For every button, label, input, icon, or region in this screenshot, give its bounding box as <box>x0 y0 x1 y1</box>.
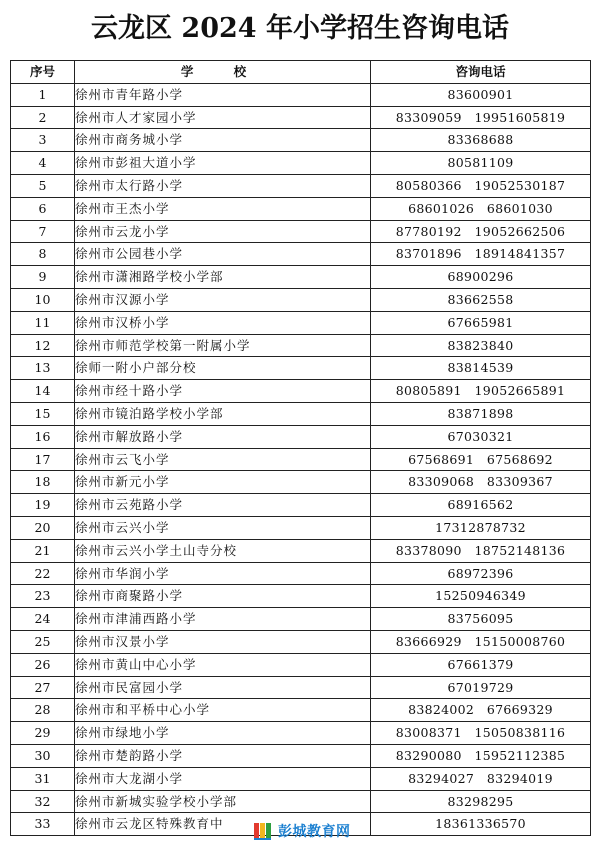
row-phone: 15250946349 <box>371 585 591 608</box>
row-school-name: 徐州市津浦西路小学 <box>75 608 371 631</box>
row-serial-number: 4 <box>11 152 75 175</box>
row-serial-number: 3 <box>11 129 75 152</box>
row-phone: 80581109 <box>371 152 591 175</box>
row-serial-number: 6 <box>11 197 75 220</box>
row-school-name: 徐州市新元小学 <box>75 471 371 494</box>
row-school-name: 徐州市汉源小学 <box>75 288 371 311</box>
row-phone: 67019729 <box>371 676 591 699</box>
row-phone: 17312878732 <box>371 516 591 539</box>
row-school-name: 徐州市楚韵路小学 <box>75 744 371 767</box>
row-serial-number: 17 <box>11 448 75 471</box>
row-school-name: 徐师一附小户部分校 <box>75 357 371 380</box>
enrollment-phone-table <box>10 60 591 836</box>
row-phone: 83309068 83309367 <box>371 471 591 494</box>
table-row <box>11 722 591 745</box>
row-school-name: 徐州市汉景小学 <box>75 630 371 653</box>
row-serial-number: 21 <box>11 539 75 562</box>
row-school-name: 徐州市大龙湖小学 <box>75 767 371 790</box>
row-phone: 83600901 <box>371 83 591 106</box>
table-row <box>11 425 591 448</box>
row-school-name: 徐州市云龙区特殊教育中 <box>75 813 371 836</box>
table-row <box>11 676 591 699</box>
table-row <box>11 334 591 357</box>
row-serial-number: 7 <box>11 220 75 243</box>
row-school-name: 徐州市公园巷小学 <box>75 243 371 266</box>
row-phone: 67030321 <box>371 425 591 448</box>
row-phone: 83378090 18752148136 <box>371 539 591 562</box>
row-serial-number: 24 <box>11 608 75 631</box>
row-phone: 68972396 <box>371 562 591 585</box>
row-school-name: 徐州市人才家园小学 <box>75 106 371 129</box>
table-row <box>11 630 591 653</box>
row-school-name: 徐州市彭祖大道小学 <box>75 152 371 175</box>
row-phone: 83290080 15952112385 <box>371 744 591 767</box>
table-row <box>11 608 591 631</box>
header-school: 学 校 <box>75 61 371 84</box>
row-serial-number: 26 <box>11 653 75 676</box>
row-phone: 87780192 19052662506 <box>371 220 591 243</box>
row-serial-number: 18 <box>11 471 75 494</box>
row-phone: 83298295 <box>371 790 591 813</box>
row-phone: 18361336570 <box>371 813 591 836</box>
row-serial-number: 30 <box>11 744 75 767</box>
table-row <box>11 174 591 197</box>
row-school-name: 徐州市民富园小学 <box>75 676 371 699</box>
table-row <box>11 197 591 220</box>
table-row <box>11 357 591 380</box>
row-phone: 83294027 83294019 <box>371 767 591 790</box>
row-phone: 83824002 67669329 <box>371 699 591 722</box>
row-serial-number: 1 <box>11 83 75 106</box>
row-serial-number: 25 <box>11 630 75 653</box>
document-title: 云龙区 2024 年小学招生咨询电话 <box>91 13 509 44</box>
row-school-name: 徐州市王杰小学 <box>75 197 371 220</box>
row-serial-number: 8 <box>11 243 75 266</box>
table-row <box>11 790 591 813</box>
row-serial-number: 32 <box>11 790 75 813</box>
table-row <box>11 311 591 334</box>
row-phone: 83756095 <box>371 608 591 631</box>
table-row <box>11 83 591 106</box>
row-serial-number: 14 <box>11 380 75 403</box>
header-phone: 咨询电话 <box>371 61 591 84</box>
row-phone: 68900296 <box>371 266 591 289</box>
row-serial-number: 13 <box>11 357 75 380</box>
row-serial-number: 29 <box>11 722 75 745</box>
table-row <box>11 402 591 425</box>
row-serial-number: 22 <box>11 562 75 585</box>
row-school-name: 徐州市汉桥小学 <box>75 311 371 334</box>
row-school-name: 徐州市商聚路小学 <box>75 585 371 608</box>
watermark <box>252 818 372 844</box>
table-row <box>11 266 591 289</box>
row-phone: 83666929 15150008760 <box>371 630 591 653</box>
row-school-name: 徐州市云兴小学土山寺分校 <box>75 539 371 562</box>
row-phone: 83662558 <box>371 288 591 311</box>
row-school-name: 徐州市黄山中心小学 <box>75 653 371 676</box>
row-phone: 83871898 <box>371 402 591 425</box>
row-phone: 67568691 67568692 <box>371 448 591 471</box>
row-school-name: 徐州市太行路小学 <box>75 174 371 197</box>
table-row <box>11 106 591 129</box>
table-row <box>11 448 591 471</box>
row-serial-number: 10 <box>11 288 75 311</box>
row-phone: 80805891 19052665891 <box>371 380 591 403</box>
row-phone: 80580366 19052530187 <box>371 174 591 197</box>
row-school-name: 徐州市新城实验学校小学部 <box>75 790 371 813</box>
row-school-name: 徐州市云飞小学 <box>75 448 371 471</box>
row-phone: 68916562 <box>371 494 591 517</box>
row-school-name: 徐州市华润小学 <box>75 562 371 585</box>
row-serial-number: 9 <box>11 266 75 289</box>
row-serial-number: 33 <box>11 813 75 836</box>
row-phone: 83823840 <box>371 334 591 357</box>
table-row <box>11 220 591 243</box>
book-logo-icon <box>252 820 274 842</box>
table-row <box>11 562 591 585</box>
row-serial-number: 11 <box>11 311 75 334</box>
row-school-name: 徐州市青年路小学 <box>75 83 371 106</box>
table-row <box>11 585 591 608</box>
table-row <box>11 288 591 311</box>
table-row <box>11 129 591 152</box>
table-row <box>11 471 591 494</box>
row-serial-number: 28 <box>11 699 75 722</box>
row-serial-number: 2 <box>11 106 75 129</box>
row-serial-number: 12 <box>11 334 75 357</box>
row-serial-number: 27 <box>11 676 75 699</box>
row-school-name: 徐州市镜泊路学校小学部 <box>75 402 371 425</box>
row-serial-number: 23 <box>11 585 75 608</box>
row-school-name: 徐州市经十路小学 <box>75 380 371 403</box>
header-serial-number: 序号 <box>11 61 75 84</box>
row-phone: 67665981 <box>371 311 591 334</box>
table-row <box>11 744 591 767</box>
row-school-name: 徐州市师范学校第一附属小学 <box>75 334 371 357</box>
row-serial-number: 31 <box>11 767 75 790</box>
table-row <box>11 767 591 790</box>
row-phone: 83008371 15050838116 <box>371 722 591 745</box>
row-school-name: 徐州市和平桥中心小学 <box>75 699 371 722</box>
row-phone: 83309059 19951605819 <box>371 106 591 129</box>
row-serial-number: 5 <box>11 174 75 197</box>
table-row <box>11 516 591 539</box>
table-row <box>11 243 591 266</box>
row-phone: 68601026 68601030 <box>371 197 591 220</box>
table-row <box>11 380 591 403</box>
table-row <box>11 539 591 562</box>
row-school-name: 徐州市云兴小学 <box>75 516 371 539</box>
row-school-name: 徐州市潇湘路学校小学部 <box>75 266 371 289</box>
table-row <box>11 494 591 517</box>
watermark-text: 彭城教育网 <box>278 824 351 840</box>
row-school-name: 徐州市云龙小学 <box>75 220 371 243</box>
row-phone: 83368688 <box>371 129 591 152</box>
row-serial-number: 16 <box>11 425 75 448</box>
row-phone: 83814539 <box>371 357 591 380</box>
row-school-name: 徐州市绿地小学 <box>75 722 371 745</box>
table-row <box>11 152 591 175</box>
row-school-name: 徐州市云苑路小学 <box>75 494 371 517</box>
row-phone: 83701896 18914841357 <box>371 243 591 266</box>
table-row <box>11 653 591 676</box>
row-serial-number: 15 <box>11 402 75 425</box>
row-serial-number: 19 <box>11 494 75 517</box>
row-phone: 67661379 <box>371 653 591 676</box>
row-school-name: 徐州市解放路小学 <box>75 425 371 448</box>
row-serial-number: 20 <box>11 516 75 539</box>
row-school-name: 徐州市商务城小学 <box>75 129 371 152</box>
table-row <box>11 699 591 722</box>
table-header-row <box>11 61 591 84</box>
